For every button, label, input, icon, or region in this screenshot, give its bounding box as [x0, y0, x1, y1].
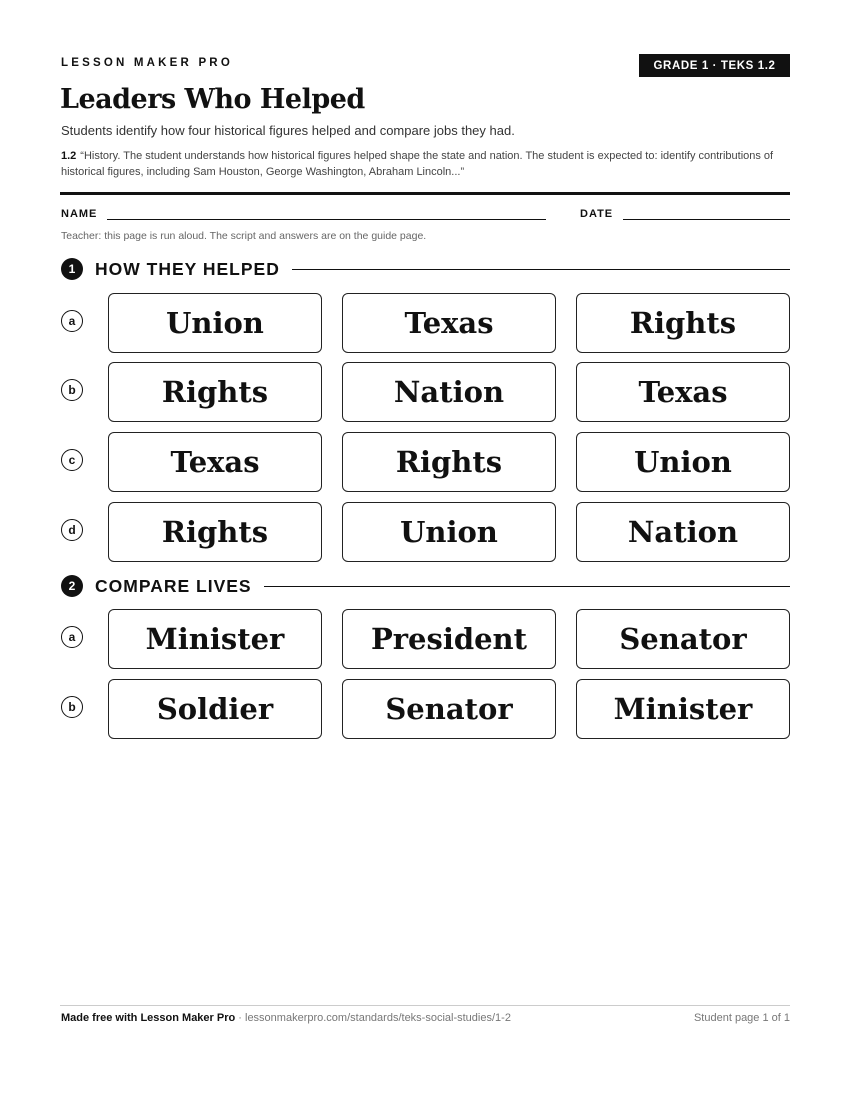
answer-card[interactable]: President [342, 609, 556, 669]
answer-card[interactable]: Soldier [108, 679, 322, 739]
answer-card[interactable]: Nation [576, 502, 790, 562]
question-row [61, 502, 790, 562]
answer-card[interactable]: Nation [342, 362, 556, 422]
footer-credit [61, 1012, 511, 1024]
answer-card[interactable]: Union [576, 432, 790, 492]
answer-card[interactable]: Rights [576, 293, 790, 353]
date-label: DATE [580, 208, 614, 220]
question-row [61, 679, 790, 739]
footer-page-number: Student page 1 of 1 [693, 1012, 790, 1024]
answer-card[interactable]: Texas [342, 293, 556, 353]
answer-card[interactable]: Union [342, 502, 556, 562]
page-title: Leaders Who Helped [60, 84, 365, 115]
answer-card[interactable]: Minister [576, 679, 790, 739]
row-letter: a [61, 310, 83, 332]
section-title: COMPARE LIVES [95, 575, 252, 596]
row-letter: b [61, 696, 83, 718]
question-row [61, 432, 790, 492]
name-label: NAME [61, 208, 98, 220]
standard-text: “History. The student understands how historical figures helped shape the state and nation. The student is expected to: identify contributions of historical figures, including Sam Houston, George Washington, Abraham Lincoln...” [61, 150, 774, 178]
answer-card[interactable]: Union [108, 293, 322, 353]
section-rule [264, 586, 790, 587]
header-divider [60, 192, 790, 195]
answer-card[interactable]: Rights [108, 362, 322, 422]
footer-divider [60, 1005, 790, 1006]
section-title: HOW THEY HELPED [95, 258, 280, 279]
brand-name: LESSON MAKER PRO [61, 57, 233, 69]
answer-card[interactable]: Senator [342, 679, 556, 739]
section-header-compare-lives [61, 575, 790, 597]
question-row [61, 293, 790, 353]
standard-statement [61, 148, 801, 180]
page-subtitle: Students identify how four historical figures helped and compare jobs they had. [61, 123, 515, 138]
footer-url[interactable]: · lessonmakerpro.com/standards/teks-social-studies/1-2 [235, 1012, 511, 1024]
date-field-line[interactable] [623, 219, 790, 220]
row-letter: c [61, 449, 83, 471]
teacher-note: Teacher: this page is run aloud. The script and answers are on the guide page. [61, 230, 427, 242]
name-field-line[interactable] [107, 219, 546, 220]
row-letter: b [61, 379, 83, 401]
section-number: 1 [61, 258, 83, 280]
section-header-how-they-helped [61, 258, 790, 280]
answer-card[interactable]: Rights [108, 502, 322, 562]
answer-card[interactable]: Senator [576, 609, 790, 669]
answer-card[interactable]: Minister [108, 609, 322, 669]
answer-card[interactable]: Texas [576, 362, 790, 422]
question-row [61, 362, 790, 422]
footer-made-with: Made free with Lesson Maker Pro [61, 1012, 236, 1024]
row-letter: a [61, 626, 83, 648]
question-row [61, 609, 790, 669]
answer-card[interactable]: Texas [108, 432, 322, 492]
grade-badge: GRADE 1 · TEKS 1.2 [639, 54, 790, 77]
answer-card[interactable]: Rights [342, 432, 556, 492]
section-rule [292, 269, 790, 270]
row-letter: d [61, 519, 83, 541]
standard-code: 1.2 [61, 150, 77, 162]
section-number: 2 [61, 575, 83, 597]
